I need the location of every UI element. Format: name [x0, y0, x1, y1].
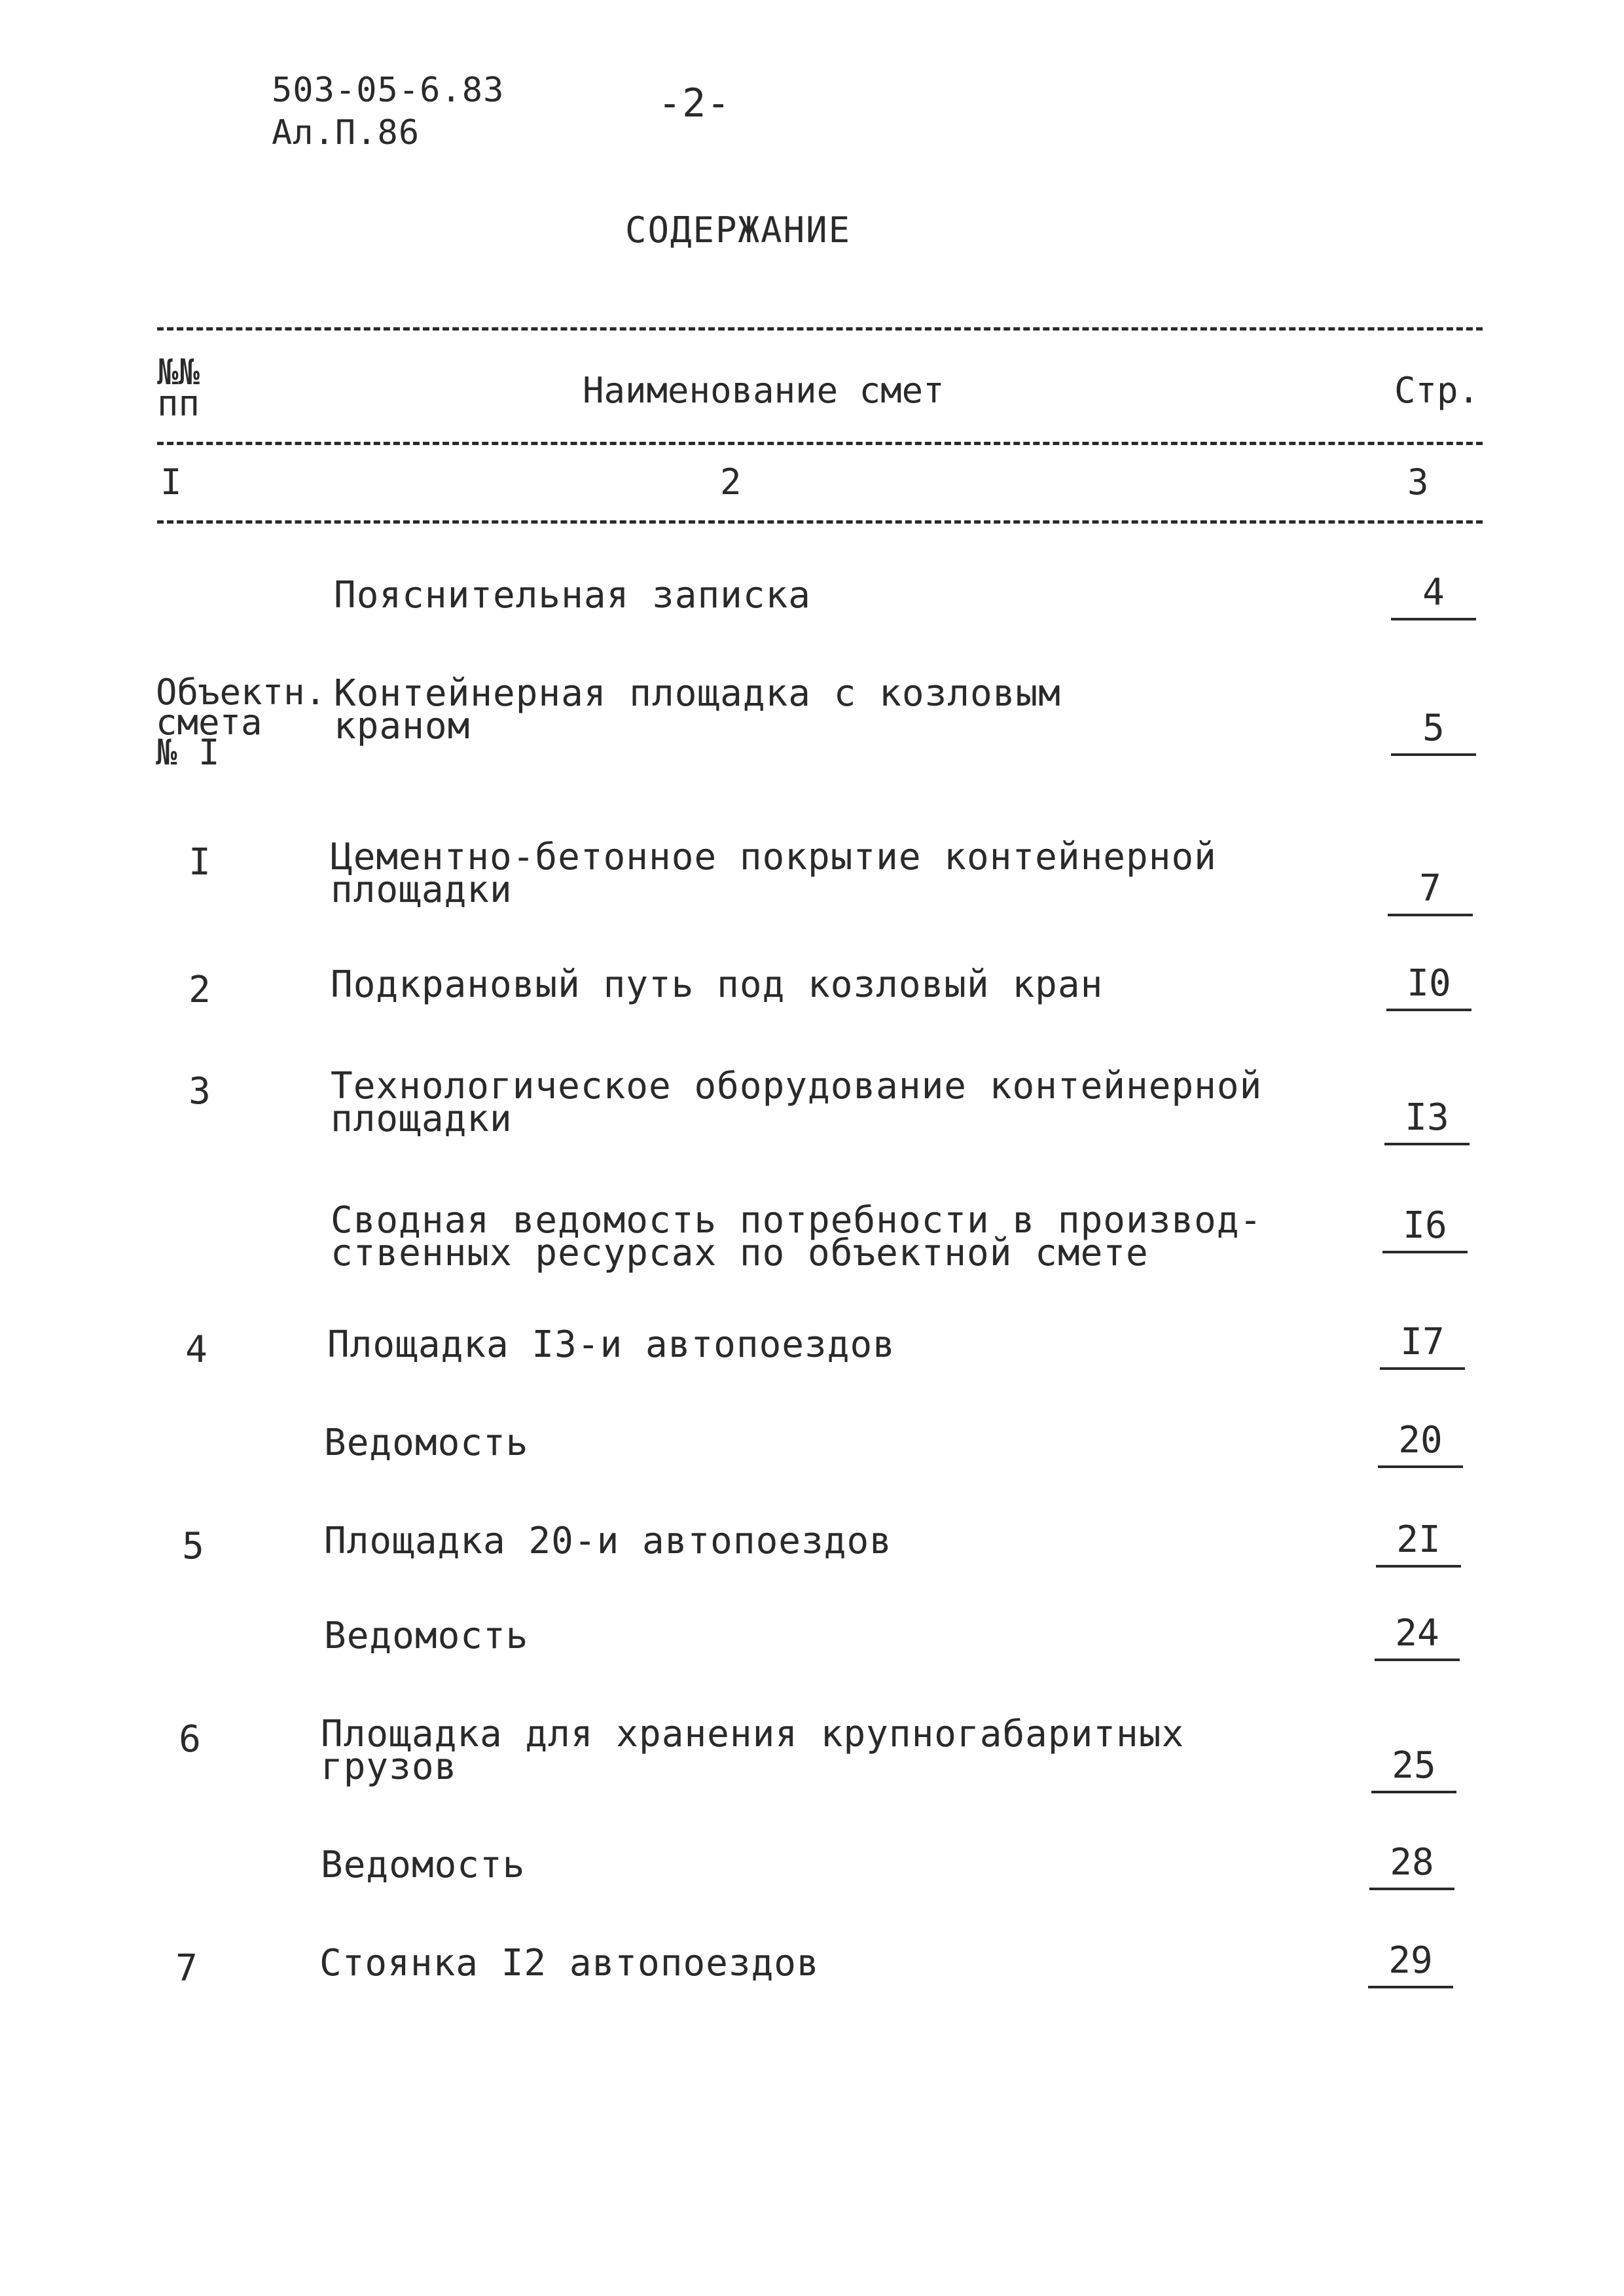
row-name: Стоянка I2 автопоездов	[319, 1942, 820, 1984]
column-number-2: 2	[720, 461, 742, 503]
table-top-divider	[157, 327, 1483, 331]
page-title: СОДЕРЖАНИЕ	[625, 209, 852, 251]
row-number: 7	[175, 1947, 198, 1990]
column-header-name: Наименование смет	[583, 370, 945, 411]
row-page: 28	[1369, 1841, 1454, 1890]
row-page: I0	[1386, 962, 1471, 1011]
row-number: 6	[179, 1718, 201, 1761]
row-number: 2	[189, 969, 211, 1011]
row-page: 25	[1371, 1744, 1456, 1793]
row-number: 4	[185, 1329, 208, 1371]
row-number: I	[189, 841, 211, 884]
row-name: Ведомость	[321, 1844, 526, 1886]
row-page: 5	[1391, 707, 1476, 756]
column-header-number: №№ пп	[157, 351, 200, 424]
row-name: Площадка I3-и автопоездов	[327, 1323, 895, 1366]
table-header-divider	[157, 442, 1483, 445]
table-numbers-divider	[157, 520, 1483, 524]
document-code: 503-05-6.83	[272, 71, 505, 110]
row-name: Сводная ведомость потребности в производ- ственных ресурсах по объектной смете	[331, 1199, 1263, 1274]
sheet-reference: Ал.П.86	[272, 113, 420, 152]
row-name: Цементно-бетонное покрытие контейнерной площадки	[331, 836, 1217, 911]
row-name: Подкрановый путь под козловый кран	[331, 963, 1104, 1006]
row-name: Контейнерная площадка с козловым краном	[334, 672, 1061, 747]
column-header-page: Стр.	[1394, 370, 1480, 411]
row-page: 7	[1388, 867, 1473, 916]
column-number-1: I	[160, 461, 182, 503]
row-page: I3	[1384, 1096, 1470, 1145]
row-name: Технологическое оборудование контейнерной площадки	[331, 1065, 1263, 1140]
row-number: Объектн. смета № I	[156, 672, 327, 773]
row-page: I6	[1382, 1204, 1468, 1253]
row-name: Площадка 20-и автопоездов	[324, 1520, 892, 1562]
row-page: 29	[1368, 1939, 1453, 1988]
row-page: I7	[1380, 1321, 1465, 1370]
row-name: Пояснительная записка	[334, 574, 812, 617]
row-name: Площадка для хранения крупногабаритных грузов	[321, 1713, 1185, 1788]
row-page: 2I	[1376, 1518, 1461, 1568]
page-number: -2-	[658, 81, 731, 126]
row-number: 5	[182, 1525, 204, 1568]
row-name: Ведомость	[324, 1422, 529, 1464]
row-name: Ведомость	[324, 1615, 529, 1657]
row-page: 4	[1391, 571, 1476, 620]
column-number-3: 3	[1407, 461, 1429, 503]
row-page: 20	[1378, 1419, 1463, 1468]
row-number: 3	[189, 1070, 211, 1113]
row-page: 24	[1375, 1612, 1460, 1661]
